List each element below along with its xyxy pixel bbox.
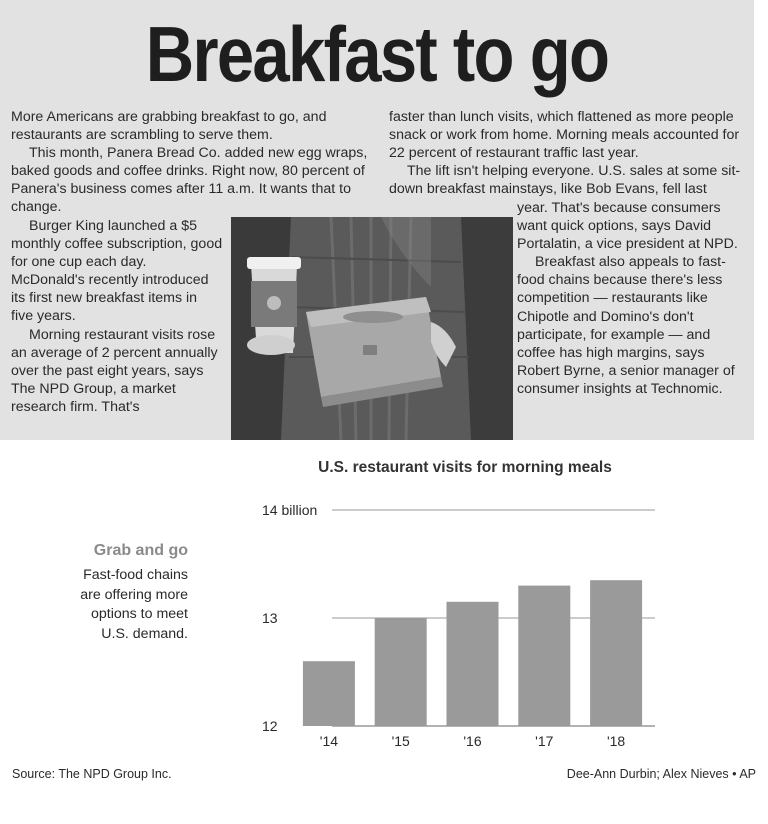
source-note: Source: The NPD Group Inc.	[12, 767, 172, 781]
sidebar-text: Fast-food chains are offering more options to meet U.S. demand.	[80, 567, 188, 642]
paragraph: Breakfast also appeals to fast-food chains because there's less competition — restaurants like Chipotle and Domino's don't participate, for example — and coffee has high margins, says Robert Byrne, a senior manager of consumer insights at Technomic.	[517, 254, 735, 397]
y-tick-label: 14 billion	[262, 502, 318, 518]
sidebar-title: Grab and go	[93, 542, 188, 559]
bar-17	[518, 586, 570, 726]
article-column-2-top	[389, 108, 749, 198]
x-tick-label: '15	[391, 733, 410, 749]
paragraph: year. That's because consumers want quick options, says David Portalatin, a vice president at NPD.	[517, 200, 738, 253]
paragraph: faster than lunch visits, which flattened as more people snack or work from home. Morning meals accounted for 22 percent of restaurant traffic last year.	[389, 109, 740, 162]
paragraph: Burger King launched a $5 monthly coffee subscription, good for one cup each day. McDonald's recently introduced its first new breakfast items in five years.	[11, 218, 223, 325]
bar-15	[375, 618, 427, 726]
y-tick-label: 12	[262, 718, 278, 734]
headline: Breakfast to go	[145, 10, 609, 98]
paragraph: Morning restaurant visits rose an average of 2 percent annually over the past eight years, says The NPD Group, a market research firm. That's	[11, 326, 218, 415]
paragraph: The lift isn't helping everyone. U.S. sales at some sit-down breakfast mainstays, like Bob Evans, fell last	[389, 163, 741, 198]
y-tick-label: 13	[262, 610, 278, 626]
x-tick-label: '18	[606, 733, 626, 749]
photo-illustration	[231, 217, 513, 440]
paragraph: More Americans are grabbing breakfast to go, and restaurants are scrambling to serve them.	[11, 109, 327, 144]
chart-title: U.S. restaurant visits for morning meals	[318, 459, 612, 476]
article-column-1-top	[11, 108, 381, 217]
paragraph: This month, Panera Bread Co. added new egg wraps, baked goods and coffee drinks. Right now, 80 percent of Panera's business comes after 11 a.m. It wants that to change.	[11, 145, 368, 216]
article-column-2-narrow	[517, 199, 749, 398]
bar-18	[590, 580, 642, 726]
x-tick-label: '17	[535, 733, 554, 749]
x-tick-label: '14	[319, 733, 339, 749]
bar-16	[447, 602, 499, 726]
bar-14	[303, 661, 355, 726]
photo-coffee-and-box	[231, 217, 513, 440]
article-column-1-narrow	[11, 217, 223, 416]
credit-line: Dee-Ann Durbin; Alex Nieves • AP	[566, 767, 756, 781]
x-tick-label: '16	[463, 733, 482, 749]
